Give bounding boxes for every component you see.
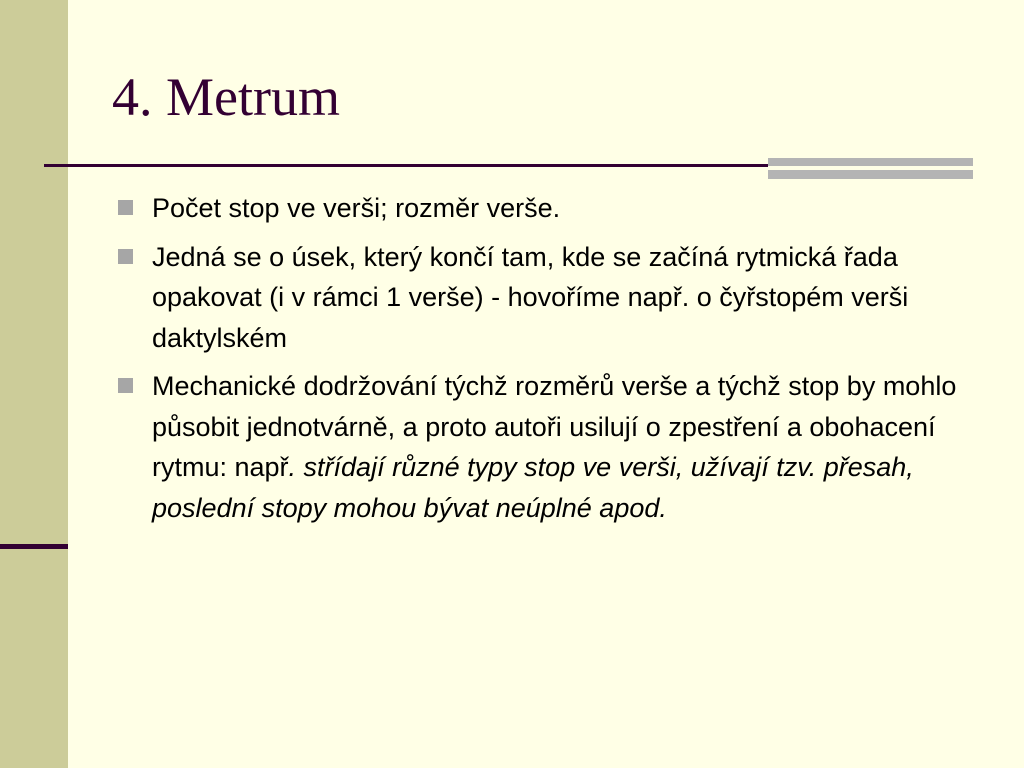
- bullet-emphasis: . střídají různé typy stop ve verši, užívají tzv. přesah, poslední stopy mohou bývat neúplné apod.: [152, 452, 914, 523]
- slide-title: 4. Metrum: [112, 67, 340, 127]
- bullet-item: [112, 188, 972, 229]
- bullet-text: Jedná se o úsek, který končí tam, kde se začíná rytmická řada opakovat (i v rámci 1 verše) - hovoříme např. o čyřstopém verši daktylském: [152, 241, 909, 353]
- left-decorative-band: [0, 0, 68, 768]
- bullet-item: [112, 237, 972, 359]
- decorative-bars-gap: [768, 166, 973, 170]
- square-bullet-icon: [118, 378, 133, 393]
- square-bullet-icon: [118, 249, 133, 264]
- square-bullet-icon: [118, 200, 133, 215]
- left-accent-line: [0, 544, 68, 549]
- bullet-text: Počet stop ve verši; rozměr verše.: [152, 193, 561, 223]
- decorative-bars: [768, 158, 973, 179]
- title-divider: [44, 164, 770, 167]
- bullet-list: [112, 188, 972, 536]
- bullet-text: Mechanické dodržování týchž rozměrů verše a týchž stop by mohlo působit jednotvárně, a proto autoři usilují o zpestření a obohacení rytmu: např: [152, 371, 957, 482]
- bullet-item: [112, 366, 972, 528]
